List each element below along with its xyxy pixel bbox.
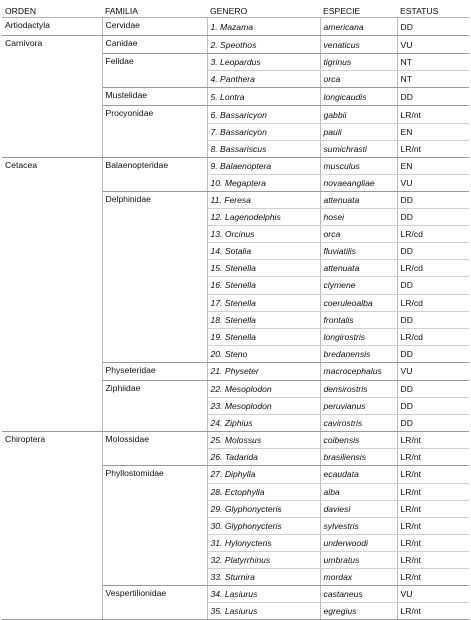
cell-genero: 4. Panthera xyxy=(207,71,320,88)
cell-especie: cavirostris xyxy=(320,415,397,432)
cell-especie: sumichrasti xyxy=(320,140,397,157)
cell-especie: pauli xyxy=(320,123,397,140)
cell-estatus: LR/nt xyxy=(397,432,469,449)
cell-especie: longicaudis xyxy=(320,88,397,106)
cell-genero: 20. Steno xyxy=(207,345,320,362)
cell-genero: 22. Mesoplodon xyxy=(207,380,320,397)
cell-orden: Chiroptera xyxy=(2,432,102,620)
cell-genero: 13. Orcinus xyxy=(207,226,320,243)
cell-familia: Canidae xyxy=(102,36,207,54)
cell-especie: underwoodi xyxy=(320,534,397,551)
header-especie: ESPECIE xyxy=(320,3,397,18)
cell-genero: 1. Mazama xyxy=(207,18,320,36)
cell-especie: fluviatilis xyxy=(320,243,397,260)
cell-genero: 8. Bassariscus xyxy=(207,140,320,157)
cell-genero: 21. Physeter xyxy=(207,362,320,380)
cell-estatus: LR/nt xyxy=(397,466,469,483)
cell-genero: 14. Sotalia xyxy=(207,243,320,260)
cell-genero: 27. Diphylla xyxy=(207,466,320,483)
cell-estatus: LR/nt xyxy=(397,534,469,551)
cell-especie: musculus xyxy=(320,157,397,174)
cell-estatus: LR/nt xyxy=(397,603,469,620)
cell-especie: egregius xyxy=(320,603,397,620)
cell-estatus: DD xyxy=(397,415,469,432)
header-familia: FAMILIA xyxy=(102,3,207,18)
header-row xyxy=(2,3,469,18)
cell-genero: 16. Stenella xyxy=(207,277,320,294)
cell-estatus: LR/nt xyxy=(397,483,469,500)
cell-estatus: DD xyxy=(397,345,469,362)
cell-estatus: DD xyxy=(397,88,469,106)
cell-estatus: LR/nt xyxy=(397,569,469,586)
cell-familia: Delphinidae xyxy=(102,191,207,362)
cell-genero: 11. Feresa xyxy=(207,191,320,208)
cell-estatus: LR/nt xyxy=(397,500,469,517)
cell-genero: 23. Mesoplodon xyxy=(207,398,320,415)
cell-especie: longirostris xyxy=(320,328,397,345)
cell-familia: Vespertilionidae xyxy=(102,586,207,620)
cell-estatus: VU xyxy=(397,362,469,380)
cell-especie: coibensis xyxy=(320,432,397,449)
cell-estatus: EN xyxy=(397,157,469,174)
table-row xyxy=(2,157,469,174)
cell-especie: frontalis xyxy=(320,311,397,328)
cell-estatus: LR/nt xyxy=(397,106,469,123)
cell-estatus: LR/cd xyxy=(397,328,469,345)
cell-genero: 34. Lasiurus xyxy=(207,586,320,603)
cell-genero: 2. Speothos xyxy=(207,36,320,54)
cell-orden: Carnivora xyxy=(2,36,102,158)
cell-genero: 15. Stenella xyxy=(207,260,320,277)
cell-genero: 35. Lasiurus xyxy=(207,603,320,620)
cell-familia: Phyllostomidae xyxy=(102,466,207,586)
cell-familia: Balaenopteridae xyxy=(102,157,207,191)
cell-orden: Cetacea xyxy=(2,157,102,432)
cell-especie: americana xyxy=(320,18,397,36)
cell-genero: 3. Leopardus xyxy=(207,54,320,71)
species-status-table xyxy=(2,3,469,620)
cell-genero: 6. Bassaricyon xyxy=(207,106,320,123)
cell-estatus: LR/cd xyxy=(397,260,469,277)
cell-familia: Ziphiidae xyxy=(102,380,207,431)
cell-familia: Procyonidae xyxy=(102,106,207,157)
cell-estatus: DD xyxy=(397,277,469,294)
cell-estatus: VU xyxy=(397,174,469,191)
cell-genero: 7. Bassaricyon xyxy=(207,123,320,140)
cell-especie: brasiliensis xyxy=(320,449,397,466)
table-body xyxy=(2,18,469,620)
cell-genero: 9. Balaenoptera xyxy=(207,157,320,174)
table-header xyxy=(2,3,469,18)
cell-genero: 26. Tadarida xyxy=(207,449,320,466)
cell-especie: orca xyxy=(320,71,397,88)
cell-genero: 18. Stenella xyxy=(207,311,320,328)
cell-estatus: DD xyxy=(397,18,469,36)
cell-familia: Molossidae xyxy=(102,432,207,466)
cell-genero: 30. Glyphonycteris xyxy=(207,517,320,534)
cell-especie: novaeangliae xyxy=(320,174,397,191)
cell-estatus: DD xyxy=(397,398,469,415)
species-table-container xyxy=(2,3,469,620)
cell-genero: 5. Lontra xyxy=(207,88,320,106)
cell-genero: 24. Ziphius xyxy=(207,415,320,432)
cell-estatus: LR/nt xyxy=(397,517,469,534)
cell-familia: Mustelidae xyxy=(102,88,207,106)
cell-especie: bredanensis xyxy=(320,345,397,362)
cell-genero: 17. Stenella xyxy=(207,294,320,311)
cell-genero: 33. Sturnira xyxy=(207,569,320,586)
cell-estatus: VU xyxy=(397,586,469,603)
cell-estatus: DD xyxy=(397,243,469,260)
header-estatus: ESTATUS xyxy=(397,3,469,18)
cell-especie: attenuata xyxy=(320,260,397,277)
cell-estatus: NT xyxy=(397,54,469,71)
cell-estatus: EN xyxy=(397,123,469,140)
cell-estatus: DD xyxy=(397,209,469,226)
cell-especie: clymene xyxy=(320,277,397,294)
cell-estatus: VU xyxy=(397,36,469,54)
cell-familia: Felidae xyxy=(102,54,207,88)
cell-estatus: LR/nt xyxy=(397,140,469,157)
table-row xyxy=(2,18,469,36)
cell-especie: tigrinus xyxy=(320,54,397,71)
cell-especie: macrocephalus xyxy=(320,362,397,380)
cell-estatus: LR/nt xyxy=(397,551,469,568)
cell-familia: Physeteridae xyxy=(102,362,207,380)
cell-genero: 25. Molossus xyxy=(207,432,320,449)
cell-estatus: NT xyxy=(397,71,469,88)
cell-especie: orca xyxy=(320,226,397,243)
header-genero: GENERO xyxy=(207,3,320,18)
cell-genero: 10. Megaptera xyxy=(207,174,320,191)
cell-especie: attenuata xyxy=(320,191,397,208)
header-orden: ORDEN xyxy=(2,3,102,18)
cell-familia: Cervidae xyxy=(102,18,207,36)
cell-especie: hosei xyxy=(320,209,397,226)
cell-estatus: LR/cd xyxy=(397,294,469,311)
cell-estatus: LR/nt xyxy=(397,449,469,466)
table-row xyxy=(2,432,469,449)
cell-genero: 12. Lagenodelphis xyxy=(207,209,320,226)
cell-especie: castaneus xyxy=(320,586,397,603)
cell-especie: coeruleoalba xyxy=(320,294,397,311)
cell-estatus: LR/cd xyxy=(397,226,469,243)
cell-especie: venaticus xyxy=(320,36,397,54)
cell-genero: 19. Stenella xyxy=(207,328,320,345)
cell-estatus: DD xyxy=(397,191,469,208)
cell-especie: sylvestris xyxy=(320,517,397,534)
cell-estatus: DD xyxy=(397,311,469,328)
cell-especie: peruvianus xyxy=(320,398,397,415)
cell-genero: 28. Ectophylla xyxy=(207,483,320,500)
cell-especie: mordax xyxy=(320,569,397,586)
cell-genero: 31. Hylonycteris xyxy=(207,534,320,551)
cell-genero: 29. Glyphonycteris xyxy=(207,500,320,517)
cell-especie: ecaudata xyxy=(320,466,397,483)
cell-especie: densirostris xyxy=(320,380,397,397)
cell-especie: umbratus xyxy=(320,551,397,568)
cell-estatus: DD xyxy=(397,380,469,397)
cell-especie: gabbii xyxy=(320,106,397,123)
cell-especie: alba xyxy=(320,483,397,500)
table-row xyxy=(2,36,469,54)
cell-genero: 32. Platyrrhinus xyxy=(207,551,320,568)
cell-orden: Artiodactyla xyxy=(2,18,102,36)
cell-especie: daviesi xyxy=(320,500,397,517)
